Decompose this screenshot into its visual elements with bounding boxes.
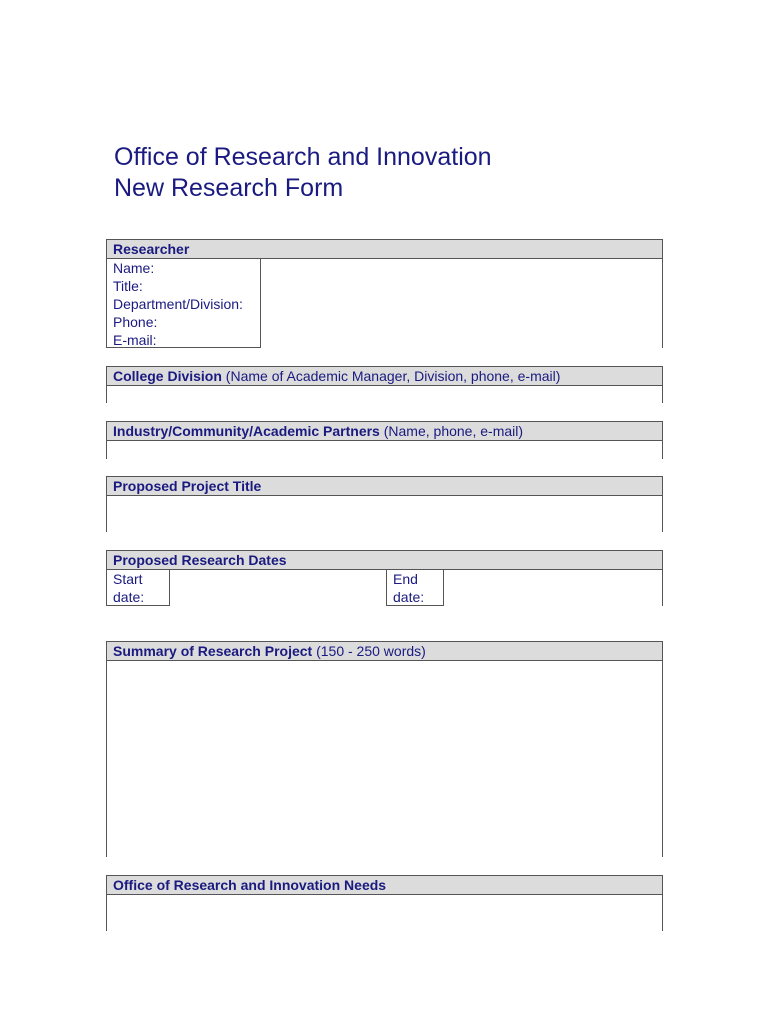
partners-section	[106, 421, 663, 459]
label-title: Title:	[113, 278, 143, 294]
start-date-field[interactable]	[170, 570, 387, 606]
college-division-header	[107, 367, 662, 386]
needs-field[interactable]	[107, 895, 662, 931]
summary-field[interactable]	[107, 661, 662, 857]
label-email: E-mail:	[113, 332, 157, 348]
form-title-line-2: New Research Form	[114, 174, 344, 202]
end-date-label	[387, 570, 444, 606]
partners-header	[107, 422, 662, 441]
end-date-label-line-1: End	[393, 571, 418, 587]
researcher-labels	[107, 259, 261, 348]
college-division-header-label: College Division	[113, 368, 222, 384]
summary-section	[106, 641, 663, 857]
college-division-header-note: (Name of Academic Manager, Division, phone, e-mail)	[221, 368, 561, 384]
needs-header-label: Office of Research and Innovation Needs	[113, 877, 387, 893]
project-title-field[interactable]	[107, 496, 662, 532]
label-name: Name:	[113, 260, 155, 276]
partners-header-note: (Name, phone, e-mail)	[379, 423, 524, 439]
research-dates-header	[107, 551, 662, 570]
researcher-header-label: Researcher	[113, 241, 190, 257]
researcher-header	[107, 240, 662, 259]
researcher-section	[106, 239, 663, 348]
start-date-label-line-1: Start	[113, 571, 143, 587]
label-department: Department/Division:	[113, 296, 243, 312]
needs-section	[106, 875, 663, 931]
summary-header	[107, 642, 662, 661]
needs-header	[107, 876, 662, 895]
college-division-section	[106, 366, 663, 403]
form-title	[114, 142, 492, 204]
partners-header-label: Industry/Community/Academic Partners	[113, 423, 380, 439]
project-title-header-label: Proposed Project Title	[113, 478, 262, 494]
project-title-section	[106, 476, 663, 532]
label-phone: Phone:	[113, 314, 158, 330]
end-date-field[interactable]	[444, 570, 662, 606]
research-dates-section	[106, 550, 663, 606]
form-title-line-1: Office of Research and Innovation	[114, 143, 492, 171]
project-title-header	[107, 477, 662, 496]
start-date-label	[107, 570, 170, 606]
summary-header-note: (150 - 250 words)	[312, 643, 426, 659]
college-division-field[interactable]	[107, 386, 662, 403]
partners-field[interactable]	[107, 441, 662, 459]
research-dates-header-label: Proposed Research Dates	[113, 552, 287, 568]
end-date-label-line-2: date:	[393, 589, 425, 605]
start-date-label-line-2: date:	[113, 589, 145, 605]
researcher-info-field[interactable]	[261, 259, 662, 348]
summary-header-label: Summary of Research Project	[113, 643, 313, 659]
